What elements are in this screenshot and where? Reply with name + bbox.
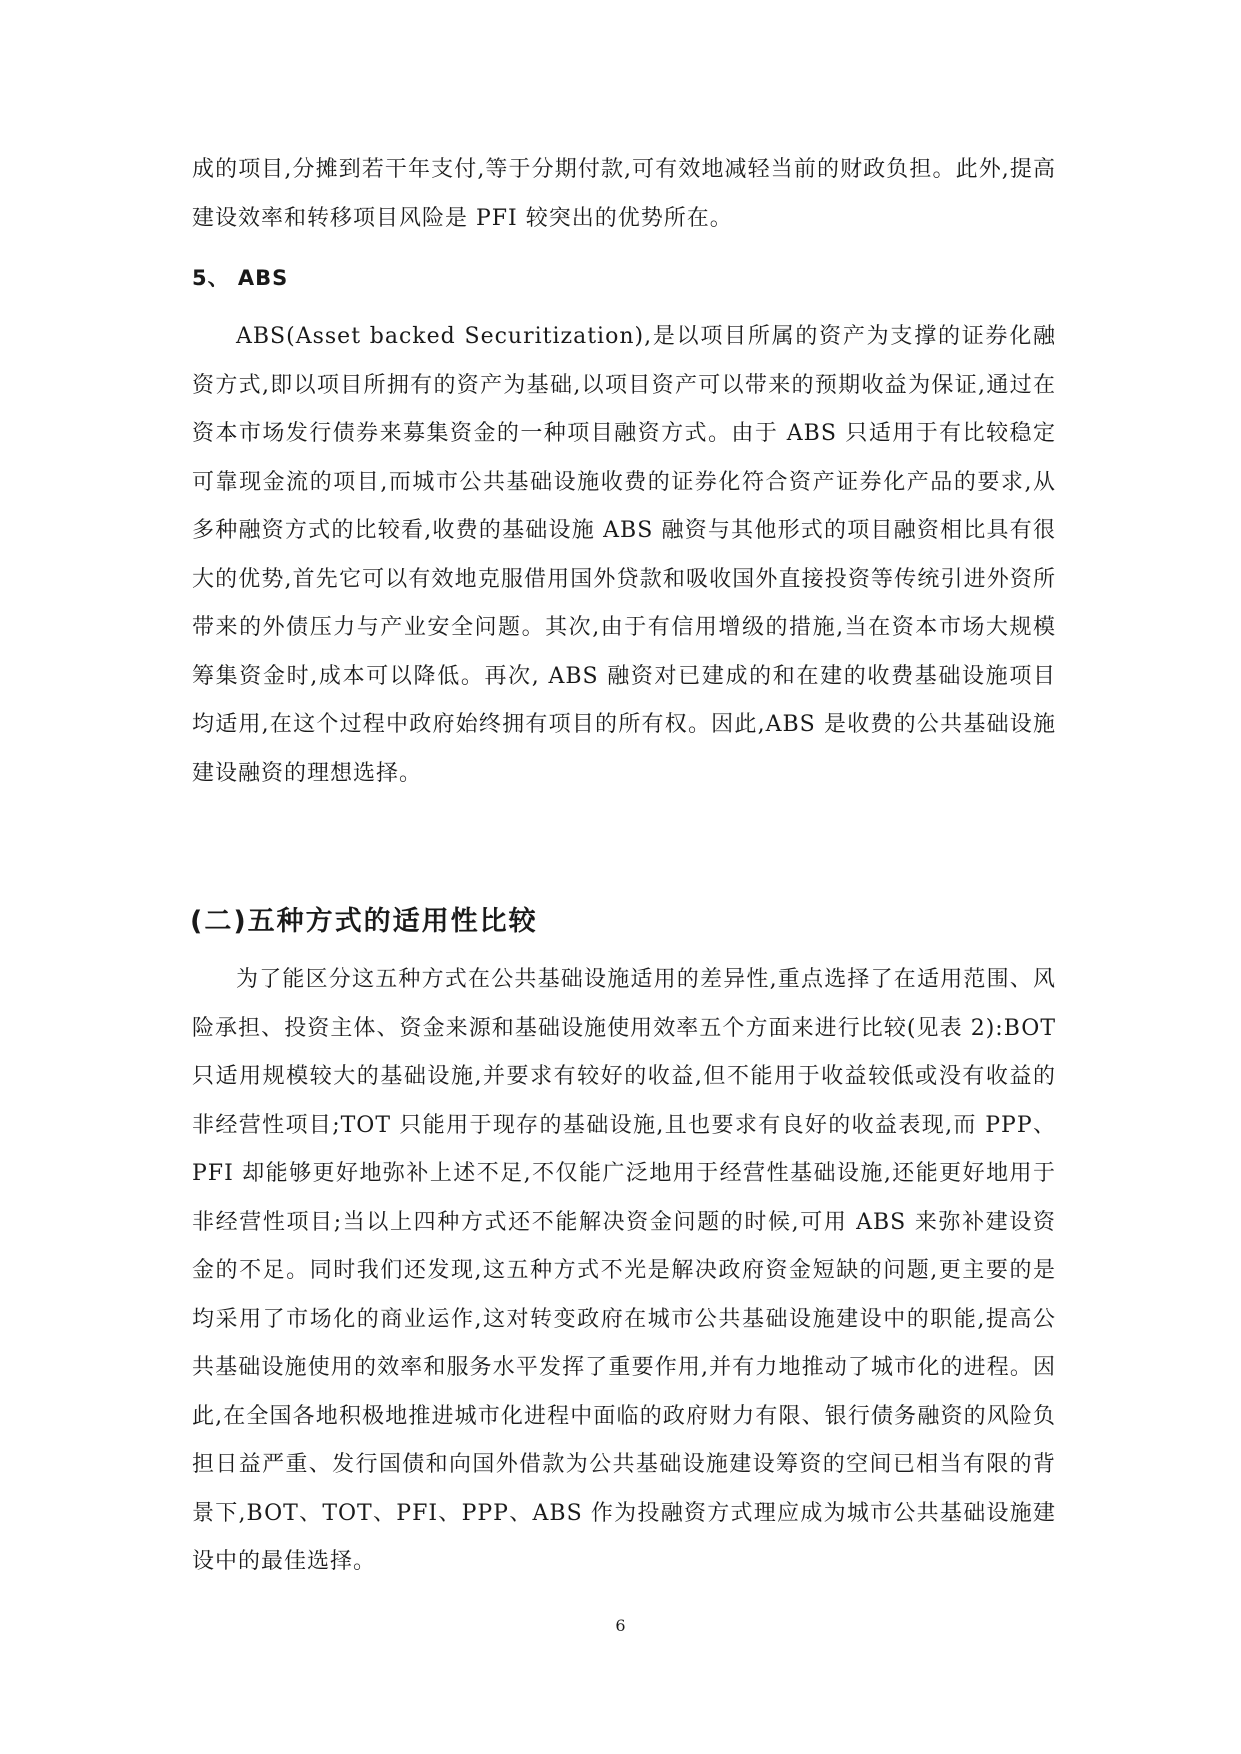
section-heading: (二)五种方式的适用性比较	[190, 906, 538, 937]
page-number: 6	[615, 1616, 626, 1635]
pfi-continuation-paragraph: 成的项目,分摊到若干年支付,等于分期付款,可有效地减轻当前的财政负担。此外,提高建设效率和转移项目风险是 PFI 较突出的优势所在。	[192, 157, 1056, 231]
page-content	[192, 146, 1056, 1587]
abs-subheading: 5、 ABS	[192, 266, 289, 290]
section-body-paragraph: 为了能区分这五种方式在公共基础设施适用的差异性,重点选择了在适用范围、风险承担、投资主体、资金来源和基础设施使用效率五个方面来进行比较(见表 2):BOT 只适用规模较大的基础设施,并要求有较好的收益,但不能用于收益较低或没有收益的非经营性项目;TOT 只能用于现存的基础设施,且也要求有良好的收益表现,而 PPP、PFI 却能够更好地弥补上述不足,不仅能广泛地用于经营性基础设施,还能更好地用于非经营性项目;当以上四种方式还不能解决资金问题的时候,可用 ABS 来弥补建设资金的不足。同时我们还发现,这五种方式不光是解决政府资金短缺的问题,更主要的是均采用了市场化的商业运作,这对转变政府在城市公共基础设施建设中的职能,提高公共基础设施使用的效率和服务水平发挥了重要作用,并有力地推动了城市化的进程。因此,在全国各地积极地推进城市化进程中面临的政府财力有限、银行债务融资的风险负担日益严重、发行国债和向国外借款为公共基础设施建设筹资的空间已相当有限的背景下,BOT、TOT、PFI、PPP、ABS 作为投融资方式理应成为城市公共基础设施建设中的最佳选择。	[192, 967, 1056, 1574]
abs-body-paragraph: ABS(Asset backed Securitization),是以项目所属的资产为支撑的证券化融资方式,即以项目所拥有的资产为基础,以项目资产可以带来的预期收益为保证,通过在资本市场发行债券来募集资金的一种项目融资方式。由于 ABS 只适用于有比较稳定可靠现金流的项目,而城市公共基础设施收费的证券化符合资产证券化产品的要求,从多种融资方式的比较看,收费的基础设施 ABS 融资与其他形式的项目融资相比具有很大的优势,首先它可以有效地克服借用国外贷款和吸收国外直接投资等传统引进外资所带来的外债压力与产业安全问题。其次,由于有信用增级的措施,当在资本市场大规模筹集资金时,成本可以降低。再次, ABS 融资对已建成的和在建的收费基础设施项目均适用,在这个过程中政府始终拥有项目的所有权。因此,ABS 是收费的公共基础设施建设融资的理想选择。	[192, 324, 1056, 786]
